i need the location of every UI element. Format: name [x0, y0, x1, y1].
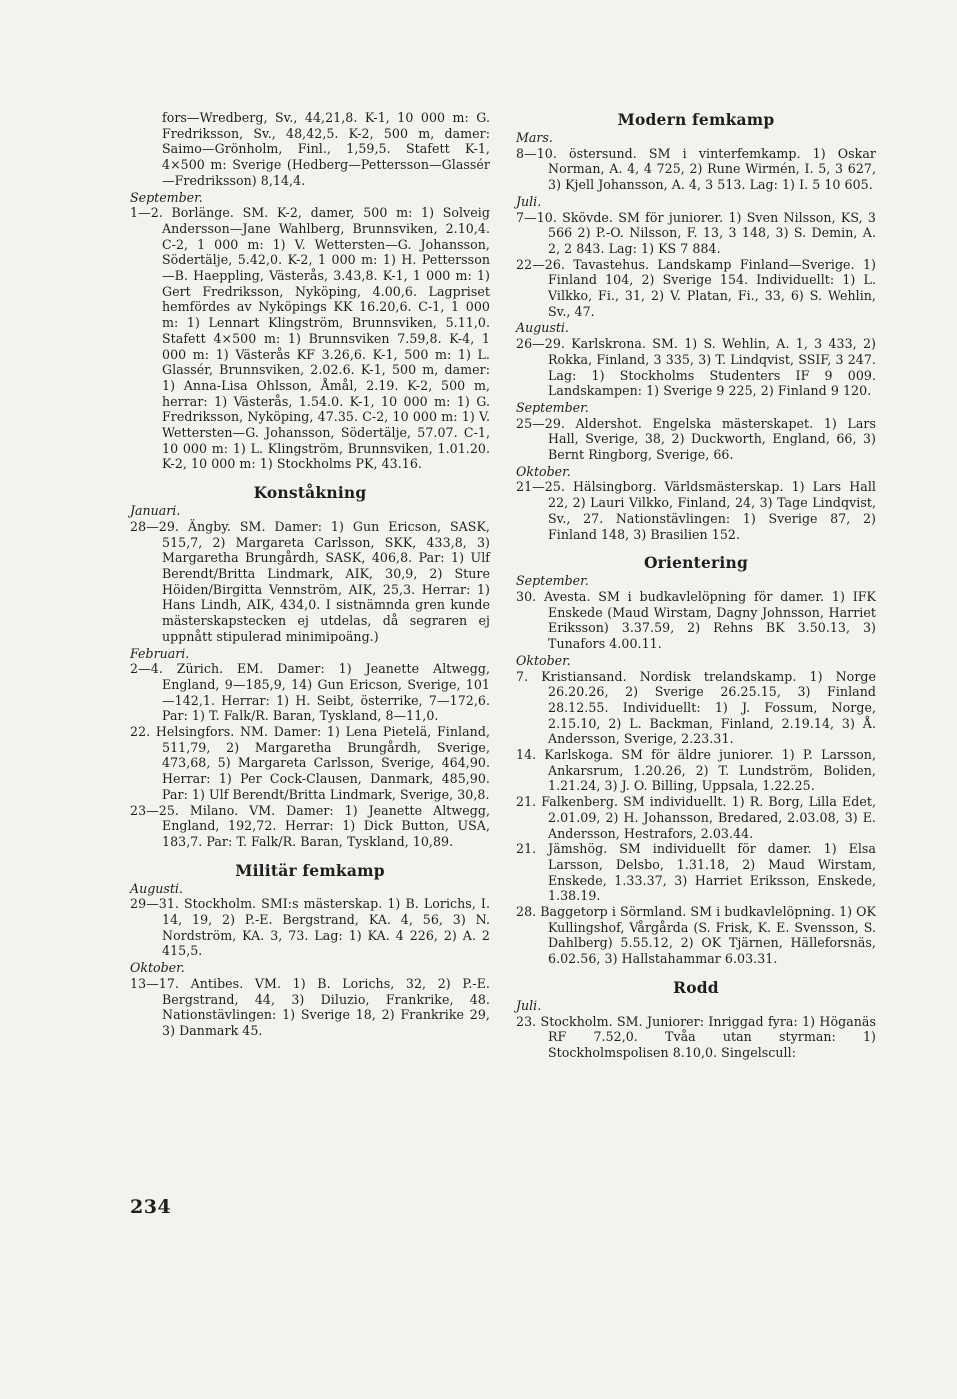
result-paragraph: 30. Avesta. SM i budkavlelöpning för damer. 1) IFK Enskede (Maud Wirstam, Dagny Johnsson, Harriet Eriksson) 3.37.59, 2) Rehns BK 3.50.13, 3) Tunafors 4.00.11. — [516, 588, 876, 652]
month-label: September. — [516, 399, 589, 415]
month-label: Juli. — [516, 997, 542, 1013]
month-label: Januari. — [130, 503, 181, 519]
result-paragraph: 8—10. östersund. SM i vinterfemkamp. 1) Oskar Norman, A. 4, 4 725, 2) Rune Wirmén, I. 5, 3 627, 3) Kjell Johansson, A. 4, 3 513. Lag: 1) I. 5 10 605. — [516, 145, 876, 193]
result-paragraph: 28—29. Ängby. SM. Damer: 1) Gun Ericson, SASK, 515,7, 2) Margareta Carlsson, SKK, 433,8, 3) Margaretha Brungårdh, SASK, 406,8. Par: 1) Ulf Berendt/Britta Lindmark, AIK, 30,9, 2) Sture Höiden/Birgitta Vennström, AIK, 25,3. Herrar: 1) Hans Lindh, AIK, 434,0. I sistnämnda gren kunde mästerskapstecken ej utdelas, då segraren ej uppnått stipulerad minimipoäng.) — [130, 518, 490, 644]
result-paragraph: 13—17. Antibes. VM. 1) B. Lorichs, 32, 2) P.-E. Bergstrand, 44, 3) Diluzio, Frankrike, 48. Nationstävlingen: 1) Sverige 18, 2) Frankrike 29, 3) Danmark 45. — [130, 975, 490, 1038]
result-paragraph: 26—29. Karlskrona. SM. 1) S. Wehlin, A. 1, 3 433, 2) Rokka, Finland, 3 335, 3) T. Lindqvist, SSIF, 3 247. Lag: 1) Stockholms Studenters IF 9 009. Landskampen: 1) Sverige 9 225, 2) Finland 9 120. — [516, 336, 876, 399]
page-number: 234 — [130, 1196, 172, 1218]
month-label: Augusti. — [130, 880, 183, 896]
month-label: Juli. — [516, 193, 542, 209]
section-heading: Rodd — [673, 977, 719, 997]
result-paragraph: 2—4. Zürich. EM. Damer: 1) Jeanette Altwegg, England, 9—185,9, 14) Gun Ericson, Sverige, 101—142,1. Herrar: 1) H. Seibt, österrike, 7—172,6. Par: 1) T. Falk/R. Baran, Tyskland, 8—11,0. — [130, 661, 490, 724]
month-label: Oktober. — [516, 652, 571, 668]
month-label: September. — [516, 573, 589, 589]
result-paragraph: 28. Baggetorp i Sörmland. SM i budkavlelöpning. 1) OK Kullingshof, Vårgårda (S. Frisk, K. E. Svensson, S. Dahlberg) 5.55.12, 2) OK Tjärnen, Hälleforsnäs, 6.02.56, 3) Hallstahammar 6.03.31. — [516, 904, 876, 967]
result-paragraph: 14. Karlskoga. SM för äldre juniorer. 1) P. Larsson, Ankarsrum, 1.20.26, 2) T. Lundström, Boliden, 1.21.24, 3) J. O. Billing, Uppsala, 1.22.25. — [516, 747, 876, 794]
result-paragraph: 22. Helsingfors. NM. Damer: 1) Lena Pietelä, Finland, 511,79, 2) Margaretha Brungårdh, Sverige, 473,68, 5) Margareta Carlsson, Sverige, 464,90. Herrar: 1) Per Cock-Clausen, Danmark, 485,90. Par: 1) Ulf Berendt/Britta Lindmark, Sverige, 30,8. — [130, 724, 490, 802]
right-column — [516, 110, 876, 1061]
month-label: September. — [130, 189, 203, 205]
result-paragraph: 22—26. Tavastehus. Landskamp Finland—Sverige. 1) Finland 104, 2) Sverige 154. Individuellt: 1) L. Vilkko, Fi., 31, 2) V. Platan, Fi., 33, 6) S. Wehlin, Sv., 47. — [516, 256, 876, 319]
month-label: Februari. — [130, 645, 190, 661]
result-paragraph: 21. Jämshög. SM individuellt för damer. 1) Elsa Larsson, Delsbo, 1.31.18, 2) Maud Wirstam, Enskede, 1.33.37, 3) Harriet Eriksson, Enskede, 1.38.19. — [516, 841, 876, 904]
result-paragraph: 25—29. Aldershot. Engelska mästerskapet. 1) Lars Hall, Sverige, 38, 2) Duckworth, England, 66, 3) Bernt Ringborg, Sverige, 66. — [516, 415, 876, 463]
section-heading: Militär femkamp — [235, 860, 385, 880]
month-label: Oktober. — [516, 463, 571, 479]
month-label: Augusti. — [516, 320, 569, 336]
month-label: Oktober. — [130, 960, 185, 976]
month-label: Mars. — [516, 130, 553, 145]
result-paragraph: 21—25. Hälsingborg. Världsmästerskap. 1) Lars Hall 22, 2) Lauri Vilkko, Finland, 24, 3) Tage Lindqvist, Sv., 27. Nationstävlingen: 1) Sverige 87, 2) Finland 148, 3) Brasilien 152. — [516, 479, 876, 542]
result-paragraph: 21. Falkenberg. SM individuellt. 1) R. Borg, Lilla Edet, 2.01.09, 2) H. Johansson, Bredared, 2.03.08, 3) E. Andersson, Hestrafors, 2.03.44. — [516, 794, 876, 841]
result-paragraph: 7—10. Skövde. SM för juniorer. 1) Sven Nilsson, KS, 3 566 2) P.-O. Nilsson, F. 13, 3 148, 3) S. Demin, A. 2, 2 843. Lag: 1) KS 7 884. — [516, 209, 876, 256]
left-column — [130, 110, 490, 1039]
result-paragraph: 23—25. Milano. VM. Damer: 1) Jeanette Altwegg, England, 192,72. Herrar: 1) Dick Button, USA, 183,7. Par: T. Falk/R. Baran, Tyskland, 10,89. — [130, 802, 490, 849]
section-heading: Orientering — [643, 553, 749, 573]
section-heading: Konståkning — [253, 483, 367, 503]
result-paragraph: 1—2. Borlänge. SM. K-2, damer, 500 m: 1) Solveig Andersson—Jane Wahlberg, Brunnsviken, 2.10,4. C-2, 1 000 m: 1) V. Wettersten—G. Johansson, Södertälje, 5.42,0. K-2, 1 000 m: 1) H. Pettersson—B. Haeppling, Västerås, 3.43,8. K-1, 1 000 m: 1) Gert Fredriksson, Nyköping, 4.00,6. Lagpriset hemfördes av Nyköpings KK 16.20,6. C-1, 1 000 m: 1) Lennart Klingström, Brunnsviken, 5.11,0. Stafett 4×500 m: 1) Brunnsviken 7.59,8. K-4, 1 000 m: 1) Västerås KF 3.26,6. K-1, 500 m: 1) L. Glassér, Brunnsviken, 2.02.6. K-1, 500 m, damer: 1) Anna-Lisa Ohlsson, Åmål, 2.19. K-2, 500 m, herrar: 1) Västerås, 1.54.0. K-1, 10 000 m: 1) G. Fredriksson, Nyköping, 47.35. C-2, 10 000 m: 1) V. Wettersten—G. Johansson, Södertälje, 57.07. C-1, 10 000 m: 1) L. Klingström, Brunnsviken, 1.01.20. K-2, 10 000 m: 1) Stockholms PK, 43.16. — [130, 205, 490, 472]
result-paragraph: 29—31. Stockholm. SMI:s mästerskap. 1) B. Lorichs, I. 14, 19, 2) P.-E. Bergstrand, KA. 4, 56, 3) N. Nordström, KA. 3, 73. Lag: 1) KA. 4 226, 2) A. 2 415,5. — [130, 896, 490, 959]
result-paragraph: 23. Stockholm. SM. Juniorer: Inriggad fyra: 1) Höganäs RF 7.52,0. Tvåa utan styrman: 1) Stockholmspolisen 8.10,0. Singelscull: — [516, 1013, 876, 1060]
result-paragraph: fors—Wredberg, Sv., 44,21,8. K-1, 10 000 m: G. Fredriksson, Sv., 48,42,5. K-2, 500 m, damer: Saimo—Grönholm, Finl., 1,59,5. Stafett K-1, 4×500 m: Sverige (Hedberg—Pettersson—Glassér—Fredriksson) 8,14,4. — [162, 110, 490, 188]
section-heading: Modern femkamp — [617, 110, 775, 129]
result-paragraph: 7. Kristiansand. Nordisk trelandskamp. 1) Norge 26.20.26, 2) Sverige 26.25.15, 3) Finland 28.12.55. Individuellt: 1) J. Fossum, Norge, 2.15.10, 2) L. Backman, Finland, 2.19.14, 3) Å. Andersson, Sverige, 2.23.31. — [516, 668, 876, 747]
